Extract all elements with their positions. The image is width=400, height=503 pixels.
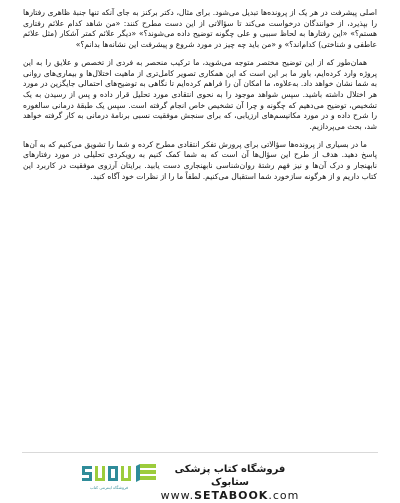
logo-caption: فروشگاه اینترنتی کتاب — [89, 485, 129, 490]
footer-divider — [22, 452, 378, 453]
url-brand: SETABOOK — [194, 489, 269, 502]
paragraph-1: اصلی پیشرفت در هر یک از پرونده‌ها تبدیل می‌شود. برای مثال، دکتر برکنز به جای آنکه تنها جنبهٔ ظاهری رفتارها را بپذیرد، از خوانندگان درخواست می‌کند تا سؤالاتی از این دست مطرح کنند: «من شاهد کدام علائم رفتاری هستم؟» «این رفتارها به لحاظ سببی و علی چگونه توضیح داده می‌شوند؟» «دیگر علائم کمتر آشکار (مثل علائم عاطفی و شناختی) کدام‌اند؟» و «من باید چه چیز در مورد شروع و پیشرفت این نشانه‌ها بدانم؟» — [23, 8, 377, 50]
url-prefix: www. — [160, 489, 195, 502]
store-branding — [160, 463, 300, 503]
page-body-text — [23, 8, 377, 183]
store-url[interactable] — [160, 489, 300, 503]
paragraph-3: ما در بسیاری از پرونده‌ها سؤالاتی برای پرورش تفکر انتقادی مطرح کرده و شما را تشویق می‌کنیم که به آن‌ها پاسخ دهید. هدف از طرح این سؤال‌ها آن است که به شما کمک کنیم به رویکردی تحلیلی در مورد رفتارهای نابهنجار و درک آن‌ها و نیز فهم رشتهٔ روان‌شناسی نابهنجاری دست یابید. برایتان آرزوی موفقیت در کاربرد این کتاب داریم و از هرگونه سازخورد شما استقبال می‌کنیم. لطفاً ما را از نظرات خود آگاه کنید. — [23, 139, 377, 181]
url-suffix: .com — [268, 489, 300, 502]
paragraph-2: همان‌طور که از این توضیح مختصر متوجه می‌شوید، ما ترکیب منحصر به فردی از تخصص و علایق را به این پروژه وارد کرده‌ایم، باور ما بر این است که این همکاری تصویر کامل‌تری از ماهیت اختلال‌ها و بیماری‌های روانی به شما نشان خواهد داد. به‌علاوه، ما امکان آن را فراهم کرده‌ایم تا نگاهی به توضیح‌های احتمالی جایگزین در مورد هر اختلال داشته باشید. سپس شواهد موجود را به نحوی انتقادی مورد تحلیل قرار داده و پس از رسیدن به یک تشخیص، توضیح می‌دهیم که چگونه و چرا آن تشخیص خاص انجام گرفته است. سپس یک طبقهٔ درمانی سالغوره را شرح داده و در مورد مکانیسم‌های ارزیابی، که برای سنجش موفقیت نسبی برنامهٔ درمانی به کار گرفته خواهد شد، بحث می‌پردازیم. — [23, 57, 377, 132]
store-name: فروشگاه کتاب پزشکی ستابوک — [174, 464, 286, 488]
page-footer — [0, 456, 400, 502]
setabook-logo-icon — [78, 460, 160, 494]
